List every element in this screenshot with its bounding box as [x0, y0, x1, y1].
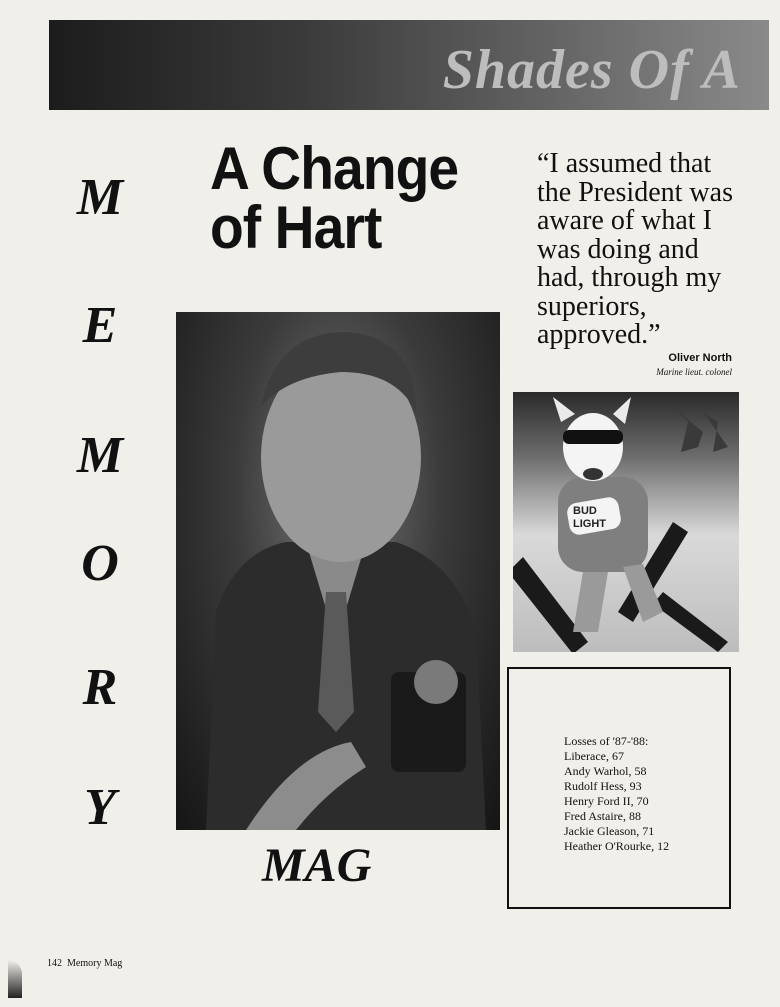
losses-sidebar-box: [507, 667, 731, 909]
oliver-north-photo: [176, 312, 500, 830]
vertical-letter: M: [76, 427, 124, 484]
losses-list: [564, 734, 669, 854]
bud-light-logo-line-1: BUD: [573, 505, 597, 517]
publication-name: Memory Mag: [67, 958, 123, 969]
spuds-mackenzie-photo: [513, 392, 739, 652]
pull-quote: “I assumed that the President was aware of what I was doing and had, through my superiors, approved.”: [537, 148, 733, 351]
bud-light-logo-line-2: LIGHT: [573, 518, 606, 530]
list-item: Jackie Gleason, 71: [564, 824, 655, 838]
quote-author-role: Marine lieut. colonel: [656, 367, 732, 377]
list-item: Liberace, 67: [564, 749, 624, 763]
list-item: Andy Warhol, 58: [564, 764, 647, 778]
title-banner: [49, 20, 769, 110]
mag-title: MAG: [262, 839, 372, 892]
portrait-photo-icon: [176, 312, 500, 830]
vertical-letter: R: [82, 659, 118, 716]
vertical-letter: M: [76, 169, 124, 226]
vertical-letter: O: [81, 535, 119, 592]
list-item: Heather O'Rourke, 12: [564, 839, 670, 853]
page-corner-shadow: [8, 960, 22, 998]
headline: [210, 135, 477, 261]
list-item: Fred Astaire, 88: [564, 809, 641, 823]
headline-line-2: of Hart: [210, 193, 382, 261]
losses-heading: Losses of '87-'88:: [564, 734, 649, 748]
page-number: 142: [47, 958, 62, 969]
quote-author: Oliver North: [668, 352, 732, 364]
vertical-letter: Y: [84, 779, 116, 836]
list-item: Rudolf Hess, 93: [564, 779, 642, 793]
list-item: Henry Ford II, 70: [564, 794, 649, 808]
headline-line-1: A Change: [210, 135, 459, 202]
page-footer: [47, 958, 122, 969]
vertical-letter: E: [82, 297, 118, 354]
banner-title: Shades Of A: [442, 39, 741, 101]
dog-skiing-photo-icon: [513, 392, 739, 652]
